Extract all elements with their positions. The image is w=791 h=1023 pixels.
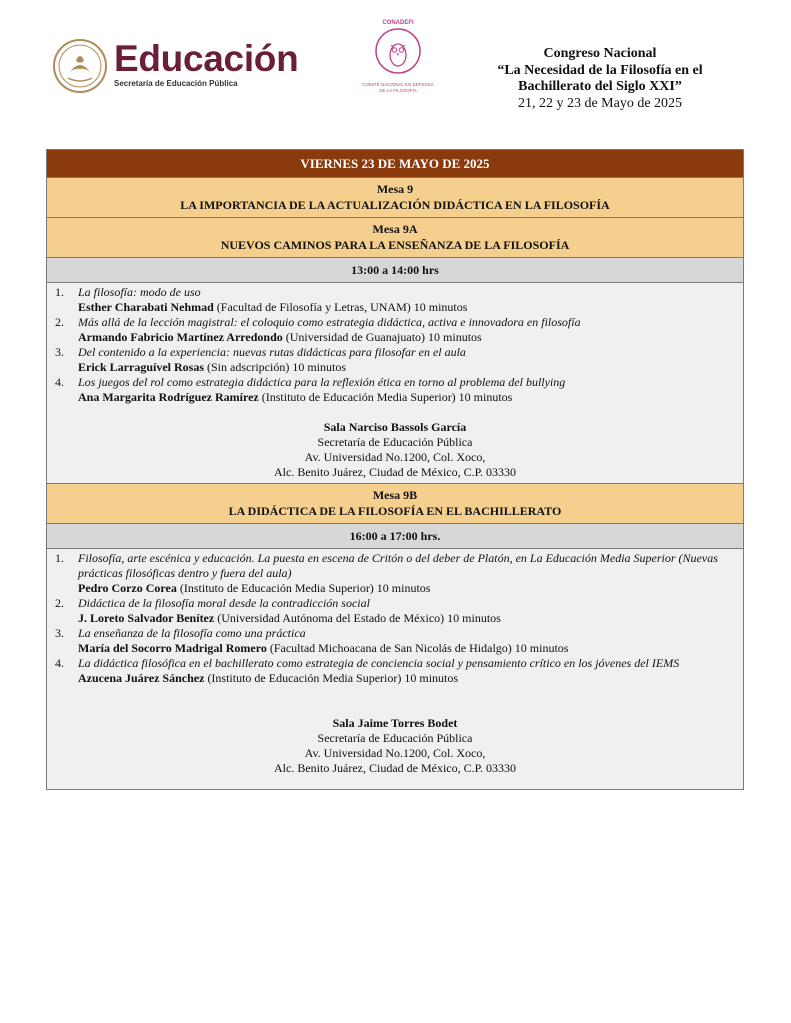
talk-title: Los juegos del rol como estrategia didáctica para la reflexión ética en torno al problema del bullying <box>78 375 566 389</box>
item-number: 2. <box>55 596 64 610</box>
owl-icon <box>374 26 422 76</box>
talk-title: Didáctica de la filosofía moral desde la contradicción social <box>78 596 370 610</box>
mesa9-label: Mesa 9 <box>376 182 414 196</box>
mesa9a-venue <box>47 420 743 480</box>
speaker-affiliation: (Facultad Michoacana de San Nicolás de Hidalgo) 10 minutos <box>266 641 569 655</box>
list-item <box>47 596 743 626</box>
mesa9b-header <box>47 484 743 524</box>
item-number: 2. <box>55 315 64 329</box>
venue-line: Secretaría de Educación Pública <box>317 435 473 449</box>
venue-name: Sala Narciso Bassols García <box>323 420 467 434</box>
sep-brand <box>114 40 298 88</box>
congress-info <box>490 46 710 112</box>
speaker-name: Pedro Corzo Corea <box>78 581 177 595</box>
venue-name: Sala Jaime Torres Bodet <box>332 716 458 730</box>
speaker-name: Ana Margarita Rodríguez Ramírez <box>78 390 259 404</box>
mesa9b-content <box>47 549 743 789</box>
speaker-name: J. Loreto Salvador Benítez <box>78 611 215 625</box>
mesa9b-time: 16:00 a 17:00 hrs. <box>47 524 743 549</box>
venue-line: Av. Universidad No.1200, Col. Xoco, <box>304 746 486 760</box>
list-item <box>47 375 743 405</box>
conadefi-logo <box>358 20 438 102</box>
speaker-affiliation: (Universidad Autónoma del Estado de México) 10 minutos <box>214 611 501 625</box>
item-number: 1. <box>55 551 64 565</box>
day-header: VIERNES 23 DE MAYO DE 2025 <box>47 150 743 178</box>
mexico-coat-of-arms-icon <box>52 38 108 94</box>
brand-subtitle: Secretaría de Educación Pública <box>114 79 238 88</box>
item-number: 1. <box>55 285 64 299</box>
venue-line: Av. Universidad No.1200, Col. Xoco, <box>304 450 486 464</box>
speaker-affiliation: (Sin adscripción) 10 minutos <box>204 360 346 374</box>
venue-line: Alc. Benito Juárez, Ciudad de México, C.P. 03330 <box>274 761 516 775</box>
list-item <box>47 551 743 596</box>
speaker-name: Erick Larraguível Rosas <box>78 360 204 374</box>
talk-title: La didáctica filosófica en el bachillerato como estrategia de conciencia social y pensamiento crítico en los jóvenes del IEMS <box>78 656 680 670</box>
list-item <box>47 345 743 375</box>
speaker-affiliation: (Instituto de Educación Media Superior) 10 minutos <box>176 581 431 595</box>
mesa9a-time: 13:00 a 14:00 hrs <box>47 258 743 283</box>
mesa9a-title: NUEVOS CAMINOS PARA LA ENSEÑANZA DE LA FILOSOFÍA <box>220 238 570 252</box>
mesa9b-title: LA DIDÁCTICA DE LA FILOSOFÍA EN EL BACHILLERATO <box>228 504 562 518</box>
speaker-affiliation: (Universidad de Guanajuato) 10 minutos <box>282 330 482 344</box>
page-header <box>0 0 791 140</box>
congress-theme-1: “La Necesidad de la Filosofía en el <box>497 62 703 78</box>
item-number: 3. <box>55 345 64 359</box>
talk-title: La filosofía: modo de uso <box>78 285 201 299</box>
talk-title: Filosofía, arte escénica y educación. La puesta en escena de Critón o del deber de Platón, en La Educación Media Superior (Nuevas prácticas filosóficas dentro y fuera del aula) <box>78 551 718 580</box>
venue-line: Alc. Benito Juárez, Ciudad de México, C.P. 03330 <box>274 465 516 479</box>
talk-title: Más allá de la lección magistral: el coloquio como estrategia didáctica, activa e innovadora en filosofía <box>78 315 581 329</box>
mesa9b-venue <box>47 716 743 786</box>
brand-title: Educación <box>114 38 299 79</box>
congress-title: Congreso Nacional <box>543 46 657 61</box>
talk-title: Del contenido a la experiencia: nuevas rutas didácticas para filosofar en el aula <box>78 345 466 359</box>
list-item <box>47 285 743 315</box>
venue-line: Secretaría de Educación Pública <box>317 731 473 745</box>
speaker-affiliation: (Facultad de Filosofía y Letras, UNAM) 10 minutos <box>213 300 468 314</box>
mesa9a-label: Mesa 9A <box>372 222 418 236</box>
mesa9b-label: Mesa 9B <box>372 488 418 502</box>
congress-dates: 21, 22 y 23 de Mayo de 2025 <box>517 95 683 111</box>
mesa9-header <box>47 178 743 218</box>
mesa9a-header <box>47 218 743 258</box>
schedule-table <box>46 149 744 790</box>
speaker-affiliation: (Instituto de Educación Media Superior) 10 minutos <box>258 390 513 404</box>
speaker-name: María del Socorro Madrigal Romero <box>78 641 267 655</box>
conadefi-label: CONADEFI <box>382 20 414 26</box>
list-item <box>47 656 743 686</box>
conadefi-caption-2: DE LA FILOSOFÍA <box>379 88 417 93</box>
talk-title: La enseñanza de la filosofía como una práctica <box>78 626 306 640</box>
mesa9a-content <box>47 283 743 484</box>
conadefi-caption-1: COMITÉ NACIONAL EN DEFENSA <box>362 82 434 87</box>
speaker-name: Esther Charabati Nehmad <box>78 300 214 314</box>
list-item <box>47 315 743 345</box>
congress-theme-2: Bachillerato del Siglo XXI” <box>518 79 682 94</box>
mesa9-title: LA IMPORTANCIA DE LA ACTUALIZACIÓN DIDÁCTICA EN LA FILOSOFÍA <box>180 198 610 212</box>
item-number: 4. <box>55 375 64 389</box>
item-number: 4. <box>55 656 64 670</box>
list-item <box>47 626 743 656</box>
speaker-name: Azucena Juárez Sánchez <box>78 671 205 685</box>
item-number: 3. <box>55 626 64 640</box>
speaker-name: Armando Fabricio Martínez Arredondo <box>78 330 283 344</box>
speaker-affiliation: (Instituto de Educación Media Superior) 10 minutos <box>204 671 459 685</box>
